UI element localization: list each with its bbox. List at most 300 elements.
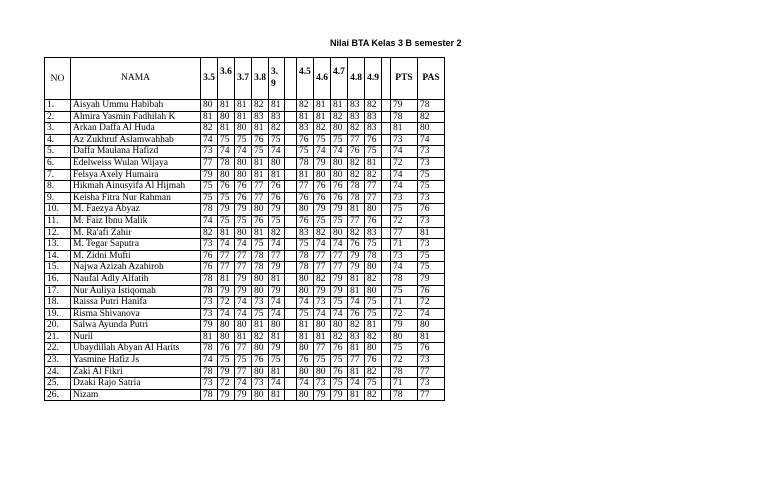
- score-cell: 77: [235, 343, 252, 355]
- header-3-9: 3.9: [269, 58, 285, 100]
- pas-score: 73: [418, 378, 445, 390]
- spacer-cell: [285, 308, 297, 320]
- spacer-cell: [285, 204, 297, 216]
- pts-score: 78: [391, 366, 418, 378]
- score-cell: 82: [365, 100, 382, 112]
- score-cell: 81: [365, 157, 382, 169]
- score-cell: 77: [365, 192, 382, 204]
- score-cell: 82: [331, 331, 348, 343]
- pts-score: 73: [391, 134, 418, 146]
- pts-score: 75: [391, 343, 418, 355]
- row-number: 14.: [45, 250, 71, 262]
- score-cell: 73: [252, 378, 269, 390]
- score-cell: 82: [365, 273, 382, 285]
- row-number: 7.: [45, 169, 71, 181]
- score-cell: 77: [348, 355, 365, 367]
- score-cell: 74: [269, 239, 285, 251]
- score-cell: 82: [201, 123, 218, 135]
- spacer-cell: [382, 111, 391, 123]
- score-cell: 80: [331, 227, 348, 239]
- header-4-6: 4.6: [314, 58, 331, 100]
- score-cell: 76: [331, 343, 348, 355]
- spacer-cell: [285, 355, 297, 367]
- spacer-cell: [382, 250, 391, 262]
- score-cell: 80: [297, 273, 314, 285]
- table-row: [45, 308, 445, 320]
- score-cell: 81: [252, 157, 269, 169]
- score-cell: 74: [218, 308, 235, 320]
- table-row: [45, 100, 445, 112]
- pts-score: 74: [391, 169, 418, 181]
- score-cell: 77: [235, 262, 252, 274]
- score-cell: 81: [348, 204, 365, 216]
- student-name: M. Faezya Abyaz: [71, 204, 201, 216]
- score-cell: 82: [252, 100, 269, 112]
- score-cell: 81: [201, 331, 218, 343]
- score-cell: 83: [297, 123, 314, 135]
- row-number: 22.: [45, 343, 71, 355]
- score-cell: 82: [269, 123, 285, 135]
- student-name: Dzaki Rajo Satria: [71, 378, 201, 390]
- score-cell: 80: [314, 366, 331, 378]
- score-cell: 80: [235, 157, 252, 169]
- score-cell: 81: [348, 389, 365, 401]
- score-cell: 74: [314, 146, 331, 158]
- score-cell: 81: [314, 111, 331, 123]
- header-4-8: 4.8: [348, 58, 365, 100]
- score-cell: 82: [365, 169, 382, 181]
- table-row: [45, 250, 445, 262]
- score-cell: 79: [235, 273, 252, 285]
- score-cell: 82: [252, 331, 269, 343]
- score-cell: 82: [365, 366, 382, 378]
- spacer-cell: [285, 146, 297, 158]
- score-cell: 75: [365, 378, 382, 390]
- spacer-cell: [285, 273, 297, 285]
- score-cell: 80: [331, 157, 348, 169]
- spacer-cell: [382, 215, 391, 227]
- pts-score: 79: [391, 100, 418, 112]
- score-cell: 79: [269, 262, 285, 274]
- spacer-cell: [382, 273, 391, 285]
- score-cell: 79: [331, 285, 348, 297]
- score-cell: 81: [365, 320, 382, 332]
- pas-score: 75: [418, 181, 445, 193]
- score-cell: 76: [348, 146, 365, 158]
- table-row: [45, 134, 445, 146]
- table-row: [45, 355, 445, 367]
- table-row: [45, 389, 445, 401]
- spacer-cell: [382, 297, 391, 309]
- score-cell: 81: [348, 343, 365, 355]
- row-number: 4.: [45, 134, 71, 146]
- row-number: 12.: [45, 227, 71, 239]
- score-cell: 83: [348, 331, 365, 343]
- pas-score: 77: [418, 389, 445, 401]
- score-cell: 80: [235, 123, 252, 135]
- score-cell: 80: [252, 343, 269, 355]
- student-name: M. Tegar Saputra: [71, 239, 201, 251]
- student-name: Nuril: [71, 331, 201, 343]
- row-number: 3.: [45, 123, 71, 135]
- score-cell: 83: [365, 227, 382, 239]
- pts-score: 75: [391, 285, 418, 297]
- score-cell: 76: [331, 366, 348, 378]
- score-cell: 80: [297, 204, 314, 216]
- score-cell: 76: [314, 181, 331, 193]
- score-cell: 76: [252, 355, 269, 367]
- score-cell: 75: [331, 215, 348, 227]
- row-number: 6.: [45, 157, 71, 169]
- score-cell: 74: [348, 378, 365, 390]
- student-name: Arkan Daffa Al Huda: [71, 123, 201, 135]
- score-cell: 79: [201, 169, 218, 181]
- score-cell: 75: [314, 134, 331, 146]
- score-cell: 81: [297, 331, 314, 343]
- score-cell: 80: [218, 111, 235, 123]
- score-cell: 76: [297, 215, 314, 227]
- student-name: Yasmine Hafiz Js: [71, 355, 201, 367]
- table-row: [45, 111, 445, 123]
- score-cell: 75: [235, 215, 252, 227]
- row-number: 15.: [45, 262, 71, 274]
- score-cell: 75: [365, 146, 382, 158]
- score-cell: 83: [297, 227, 314, 239]
- score-cell: 75: [314, 355, 331, 367]
- score-cell: 79: [235, 285, 252, 297]
- pts-score: 74: [391, 181, 418, 193]
- score-cell: 80: [252, 366, 269, 378]
- row-number: 23.: [45, 355, 71, 367]
- score-cell: 78: [201, 273, 218, 285]
- score-cell: 80: [235, 227, 252, 239]
- score-cell: 81: [269, 331, 285, 343]
- score-cell: 75: [297, 146, 314, 158]
- score-cell: 74: [269, 146, 285, 158]
- pts-score: 74: [391, 262, 418, 274]
- row-number: 17.: [45, 285, 71, 297]
- score-cell: 77: [331, 250, 348, 262]
- score-cell: 76: [269, 181, 285, 193]
- score-cell: 83: [365, 123, 382, 135]
- score-cell: 78: [252, 250, 269, 262]
- score-cell: 82: [348, 227, 365, 239]
- pas-score: 82: [418, 111, 445, 123]
- score-cell: 79: [235, 204, 252, 216]
- student-name: Hikmah Ainusyifa Al Hijmah: [71, 181, 201, 193]
- score-cell: 75: [331, 378, 348, 390]
- header-pts: PTS: [391, 58, 418, 100]
- score-cell: 80: [235, 169, 252, 181]
- score-cell: 78: [201, 343, 218, 355]
- score-cell: 73: [252, 297, 269, 309]
- score-cell: 75: [314, 215, 331, 227]
- score-cell: 81: [314, 331, 331, 343]
- score-cell: 76: [269, 192, 285, 204]
- score-cell: 75: [235, 134, 252, 146]
- spacer-cell: [285, 320, 297, 332]
- spacer-cell: [285, 227, 297, 239]
- score-cell: 80: [269, 157, 285, 169]
- score-cell: 81: [252, 320, 269, 332]
- spacer-cell: [382, 204, 391, 216]
- score-cell: 74: [218, 146, 235, 158]
- table-row: [45, 215, 445, 227]
- score-cell: 81: [269, 169, 285, 181]
- score-cell: 81: [297, 320, 314, 332]
- score-cell: 77: [348, 215, 365, 227]
- score-cell: 75: [365, 297, 382, 309]
- score-cell: 77: [365, 181, 382, 193]
- spacer-cell: [285, 169, 297, 181]
- table-row: [45, 123, 445, 135]
- score-cell: 76: [331, 192, 348, 204]
- student-name: Daffa Maulana Hafizd: [71, 146, 201, 158]
- spacer-cell: [285, 111, 297, 123]
- score-cell: 76: [365, 134, 382, 146]
- score-cell: 83: [348, 111, 365, 123]
- score-cell: 79: [235, 389, 252, 401]
- score-cell: 80: [235, 320, 252, 332]
- score-cell: 73: [201, 239, 218, 251]
- pts-score: 78: [391, 389, 418, 401]
- header-3-5: 3.5: [201, 58, 218, 100]
- score-cell: 80: [218, 331, 235, 343]
- spacer-cell: [285, 285, 297, 297]
- pts-score: 80: [391, 331, 418, 343]
- row-number: 1.: [45, 100, 71, 112]
- spacer-cell: [285, 134, 297, 146]
- pas-score: 75: [418, 262, 445, 274]
- score-cell: 72: [218, 297, 235, 309]
- score-cell: 79: [269, 343, 285, 355]
- student-name: Raissa Putri Hanifa: [71, 297, 201, 309]
- spacer-cell: [382, 134, 391, 146]
- score-cell: 76: [365, 215, 382, 227]
- student-name: Keisha Fitra Nur Rahman: [71, 192, 201, 204]
- score-cell: 80: [252, 273, 269, 285]
- score-cell: 78: [348, 192, 365, 204]
- spacer-cell: [382, 331, 391, 343]
- spacer-cell: [285, 157, 297, 169]
- score-cell: 76: [348, 308, 365, 320]
- pas-score: 76: [418, 204, 445, 216]
- score-cell: 82: [297, 100, 314, 112]
- score-cell: 76: [235, 181, 252, 193]
- table-row: [45, 146, 445, 158]
- score-cell: 80: [365, 204, 382, 216]
- spacer-cell: [382, 355, 391, 367]
- header-4-5: 4.5: [297, 58, 314, 100]
- spacer-cell: [285, 239, 297, 251]
- score-cell: 80: [297, 343, 314, 355]
- spacer-cell: [382, 157, 391, 169]
- spacer-cell: [285, 250, 297, 262]
- score-cell: 78: [297, 262, 314, 274]
- row-number: 16.: [45, 273, 71, 285]
- score-cell: 80: [297, 285, 314, 297]
- score-cell: 75: [269, 215, 285, 227]
- score-cell: 75: [252, 308, 269, 320]
- row-number: 24.: [45, 366, 71, 378]
- score-cell: 75: [218, 192, 235, 204]
- score-cell: 82: [201, 227, 218, 239]
- spacer-cell: [382, 366, 391, 378]
- score-cell: 77: [235, 250, 252, 262]
- score-cell: 75: [201, 192, 218, 204]
- table-row: [45, 181, 445, 193]
- row-number: 25.: [45, 378, 71, 390]
- score-cell: 81: [348, 366, 365, 378]
- score-cell: 76: [314, 192, 331, 204]
- spacer-cell: [285, 215, 297, 227]
- spacer-cell: [285, 192, 297, 204]
- score-cell: 79: [331, 204, 348, 216]
- score-cell: 80: [365, 343, 382, 355]
- spacer-cell: [382, 308, 391, 320]
- table-row: [45, 378, 445, 390]
- score-cell: 76: [297, 192, 314, 204]
- score-cell: 80: [252, 204, 269, 216]
- pas-score: 77: [418, 366, 445, 378]
- score-cell: 74: [314, 308, 331, 320]
- pas-score: 75: [418, 169, 445, 181]
- spacer-cell: [382, 169, 391, 181]
- score-cell: 81: [252, 123, 269, 135]
- pas-score: 81: [418, 227, 445, 239]
- score-cell: 79: [201, 320, 218, 332]
- table-row: [45, 320, 445, 332]
- pts-score: 79: [391, 320, 418, 332]
- spacer-cell: [382, 100, 391, 112]
- score-cell: 78: [365, 250, 382, 262]
- pts-score: 72: [391, 157, 418, 169]
- score-cell: 78: [201, 285, 218, 297]
- score-cell: 74: [331, 308, 348, 320]
- spacer-cell: [382, 239, 391, 251]
- pas-score: 73: [418, 146, 445, 158]
- student-name: M. Faiz Ibnu Malik: [71, 215, 201, 227]
- score-cell: 82: [314, 227, 331, 239]
- score-cell: 82: [348, 320, 365, 332]
- spacer-cell: [285, 389, 297, 401]
- student-name: Zaki Al Fikri: [71, 366, 201, 378]
- table-row: [45, 157, 445, 169]
- score-cell: 72: [218, 378, 235, 390]
- pts-score: 71: [391, 378, 418, 390]
- spacer-cell: [285, 123, 297, 135]
- score-cell: 74: [235, 378, 252, 390]
- score-cell: 79: [218, 204, 235, 216]
- score-cell: 74: [235, 308, 252, 320]
- score-cell: 82: [331, 111, 348, 123]
- score-cell: 77: [331, 262, 348, 274]
- score-cell: 81: [297, 169, 314, 181]
- score-cell: 79: [218, 366, 235, 378]
- pts-score: 71: [391, 239, 418, 251]
- score-cell: 77: [235, 366, 252, 378]
- student-name: M. Zidni Mufti: [71, 250, 201, 262]
- student-name: Felsya Axely Humaira: [71, 169, 201, 181]
- pas-score: 81: [418, 331, 445, 343]
- score-cell: 76: [252, 215, 269, 227]
- score-cell: 78: [348, 181, 365, 193]
- score-cell: 81: [269, 389, 285, 401]
- student-name: Risma Shivanova: [71, 308, 201, 320]
- pas-score: 80: [418, 320, 445, 332]
- header-3-6: 3.6: [218, 58, 235, 100]
- row-number: 21.: [45, 331, 71, 343]
- table-row: [45, 192, 445, 204]
- score-cell: 80: [314, 320, 331, 332]
- score-cell: 80: [252, 389, 269, 401]
- table-row: [45, 227, 445, 239]
- score-cell: 73: [201, 308, 218, 320]
- score-cell: 78: [218, 157, 235, 169]
- pas-score: 73: [418, 192, 445, 204]
- score-cell: 79: [314, 285, 331, 297]
- score-cell: 82: [314, 123, 331, 135]
- score-cell: 75: [331, 297, 348, 309]
- pts-score: 75: [391, 204, 418, 216]
- score-cell: 82: [269, 227, 285, 239]
- score-cell: 79: [218, 285, 235, 297]
- score-cell: 81: [218, 273, 235, 285]
- score-cell: 76: [331, 181, 348, 193]
- score-cell: 81: [218, 100, 235, 112]
- student-name: Az Zukhruf Aslamwahhab: [71, 134, 201, 146]
- header-4-7: 4.7: [331, 58, 348, 100]
- spacer-cell: [285, 297, 297, 309]
- pas-score: 80: [418, 123, 445, 135]
- score-cell: 79: [269, 285, 285, 297]
- table-row: [45, 273, 445, 285]
- score-cell: 79: [331, 389, 348, 401]
- row-number: 11.: [45, 215, 71, 227]
- table-row: [45, 366, 445, 378]
- score-cell: 73: [314, 297, 331, 309]
- score-cell: 79: [348, 250, 365, 262]
- pts-score: 78: [391, 111, 418, 123]
- page-title: Nilai BTA Kelas 3 B semester 2: [330, 38, 462, 48]
- score-cell: 74: [201, 134, 218, 146]
- row-number: 10.: [45, 204, 71, 216]
- student-name: Nur Auliya Istiqomah: [71, 285, 201, 297]
- score-cell: 82: [314, 273, 331, 285]
- header-row: [45, 58, 445, 100]
- score-cell: 78: [201, 204, 218, 216]
- row-number: 26.: [45, 389, 71, 401]
- score-cell: 75: [365, 239, 382, 251]
- score-cell: 77: [314, 343, 331, 355]
- pts-score: 73: [391, 250, 418, 262]
- header-3-7: 3.7: [235, 58, 252, 100]
- header-spacer: [382, 58, 391, 100]
- score-cell: 76: [365, 355, 382, 367]
- score-cell: 74: [297, 297, 314, 309]
- score-cell: 81: [331, 100, 348, 112]
- header-no: NO: [45, 58, 71, 100]
- student-name: Aisyah Ummu Habibah: [71, 100, 201, 112]
- spacer-cell: [382, 262, 391, 274]
- pas-score: 73: [418, 355, 445, 367]
- header-3-8: 3.8: [252, 58, 269, 100]
- spacer-cell: [285, 343, 297, 355]
- spacer-cell: [382, 146, 391, 158]
- score-cell: 73: [201, 146, 218, 158]
- spacer-cell: [382, 181, 391, 193]
- score-cell: 81: [235, 331, 252, 343]
